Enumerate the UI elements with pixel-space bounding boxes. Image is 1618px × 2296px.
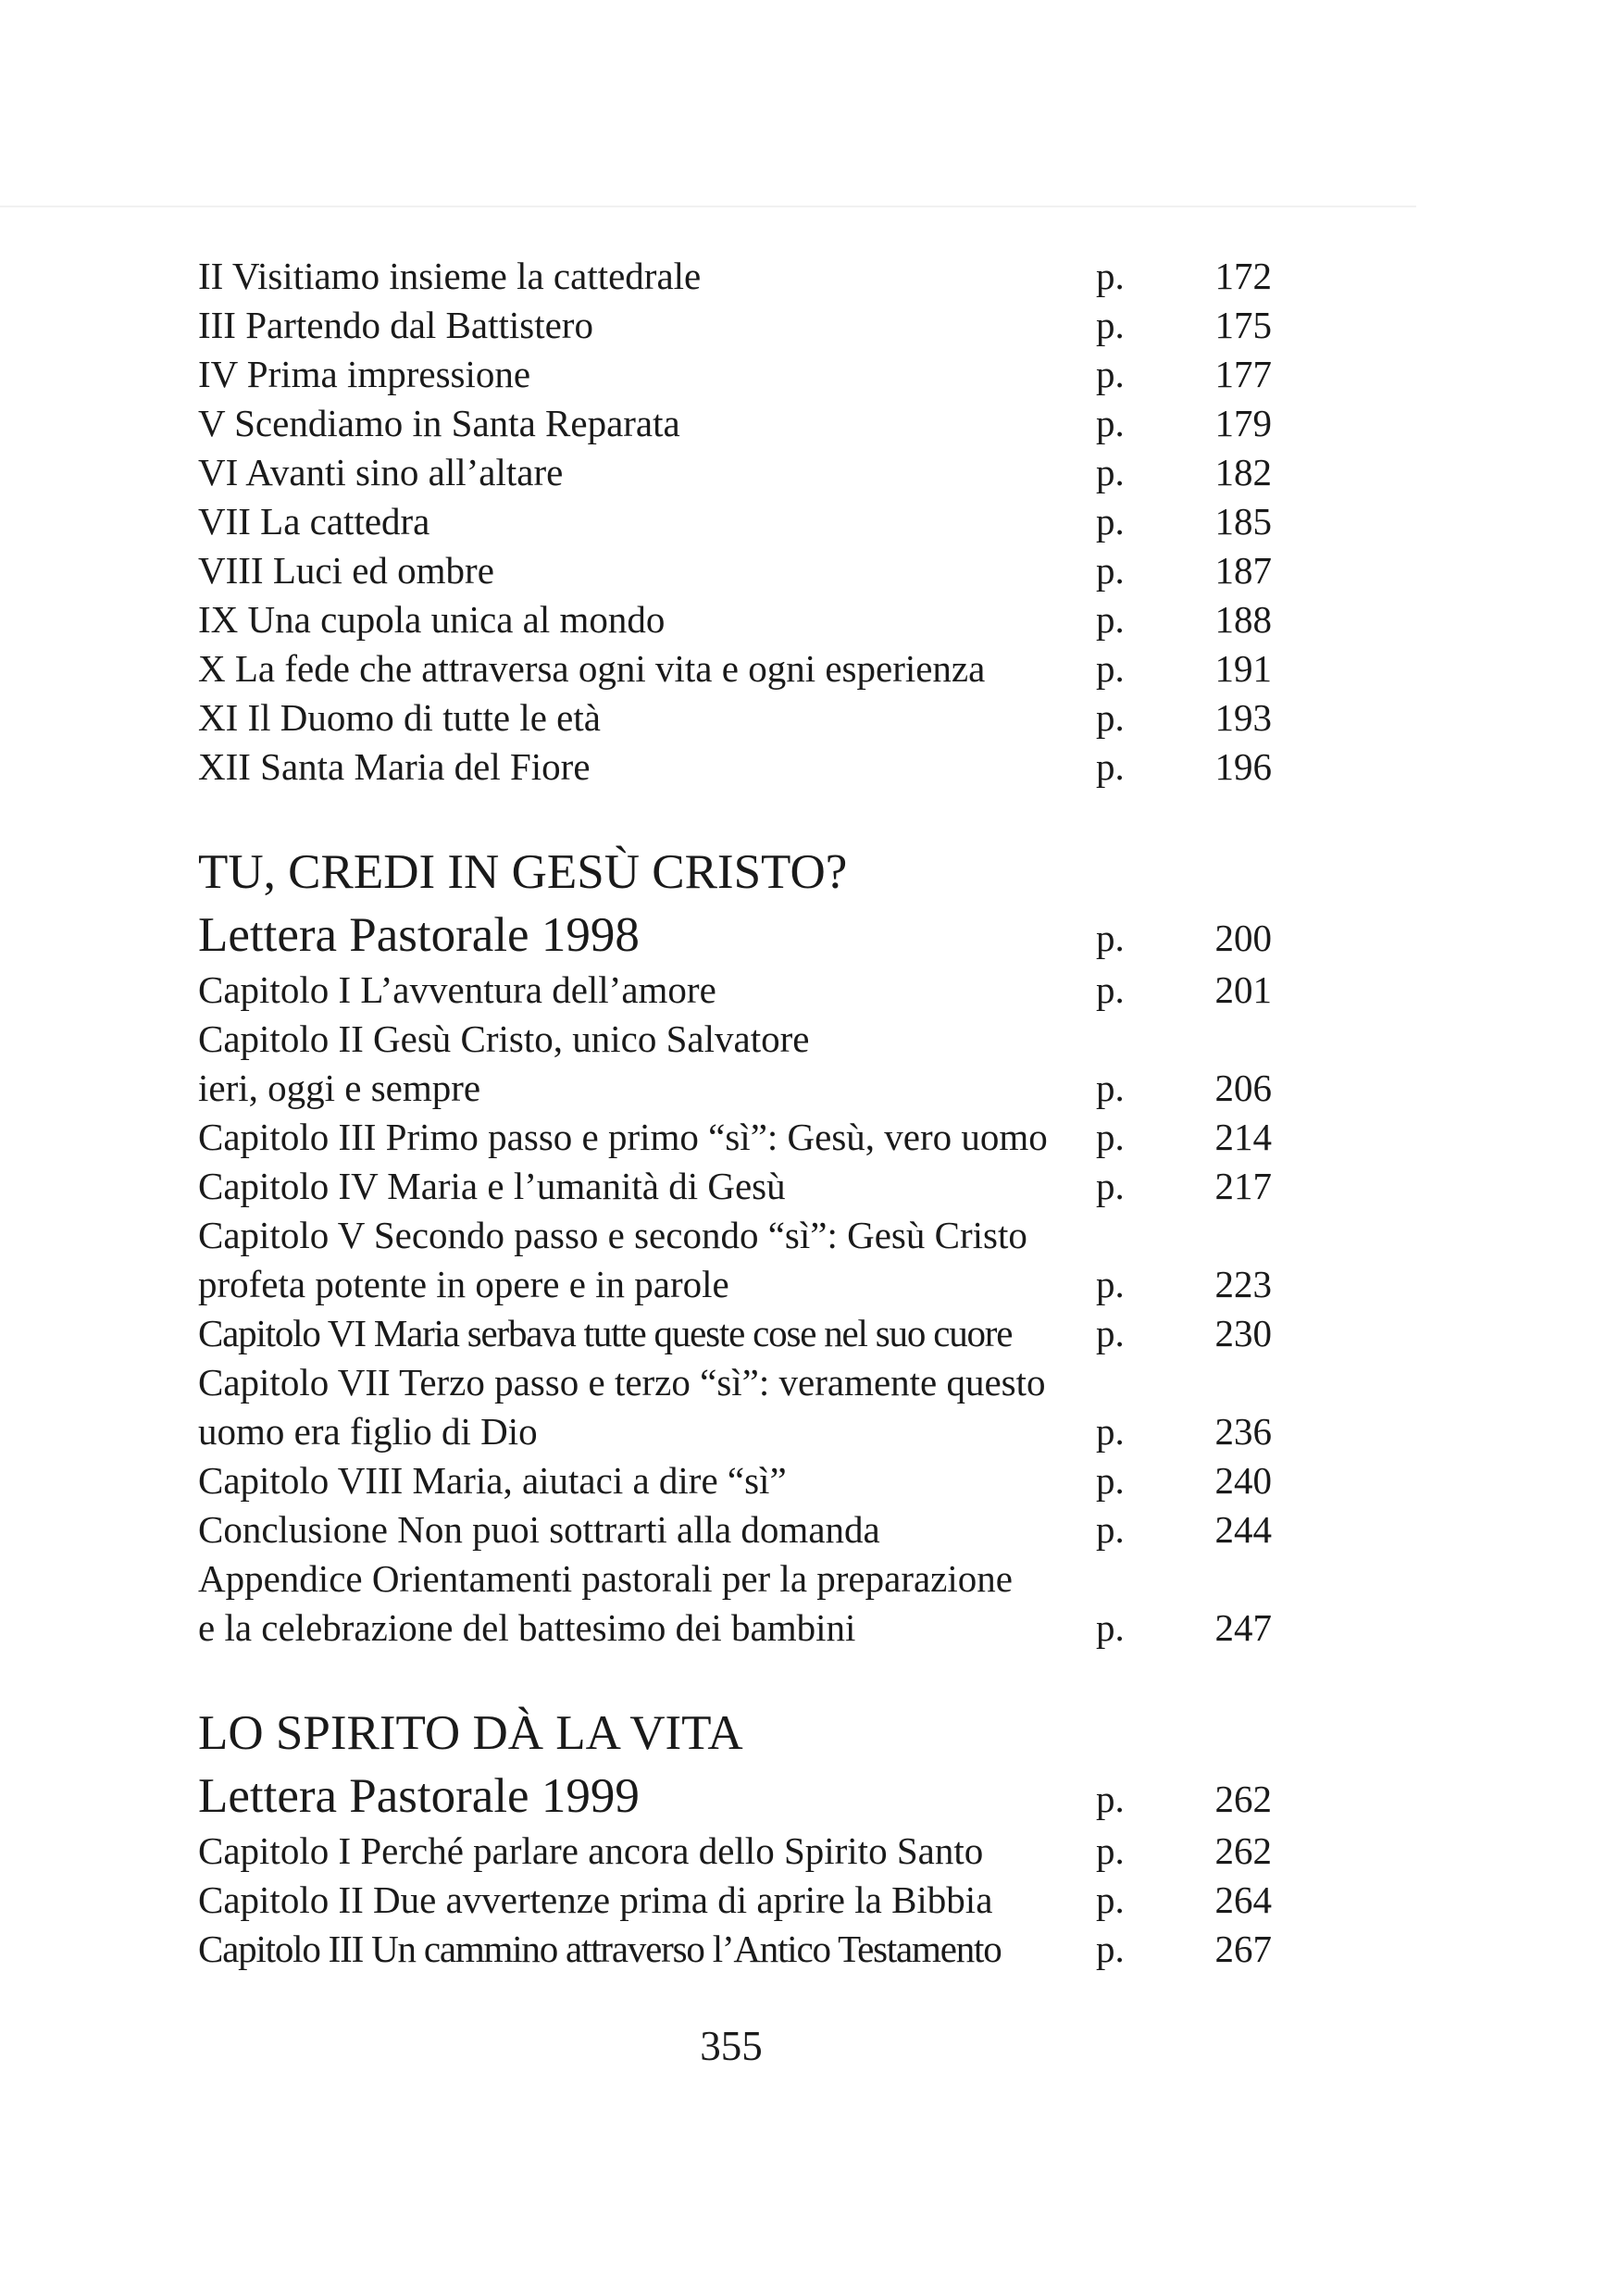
page-abbrev: p.	[1096, 745, 1125, 788]
entry-title: V Scendiamo in Santa Reparata	[198, 402, 680, 444]
toc-entry	[198, 301, 1272, 350]
section-spacer	[198, 792, 1272, 840]
page-abbrev: p.	[1096, 1410, 1125, 1453]
toc-entry	[198, 1162, 1272, 1211]
toc-entry	[198, 546, 1272, 595]
entry-title: profeta potente in opere e in parole	[198, 1263, 729, 1305]
entry-title: Capitolo III Un cammino attraverso l’Antico Testamento	[198, 1928, 1002, 1970]
page-abbrev: p.	[1096, 1263, 1125, 1305]
entry-title: e la celebrazione del battesimo dei bambini	[198, 1606, 856, 1649]
toc-entry	[198, 742, 1272, 792]
entry-title: Appendice Orientamenti pastorali per la preparazione	[198, 1557, 1013, 1600]
toc-entry	[198, 1827, 1272, 1876]
toc-entry-line	[198, 1015, 1272, 1064]
page-ref: 182	[1214, 451, 1272, 493]
page-abbrev: p.	[1096, 304, 1125, 346]
page-abbrev: p.	[1096, 696, 1125, 739]
entry-title: Capitolo VIII Maria, aiutaci a dire “sì”	[198, 1459, 787, 1502]
entry-title: X La fede che attraversa ogni vita e ogni esperienza	[198, 647, 986, 690]
toc-entry	[198, 1407, 1272, 1456]
page-ref: 262	[1214, 1778, 1272, 1820]
entry-title: uomo era figlio di Dio	[198, 1410, 538, 1453]
section-heading: TU, CREDI IN GESÙ CRISTO?	[198, 845, 848, 899]
page-abbrev: p.	[1096, 451, 1125, 493]
page-ref: 206	[1214, 1067, 1272, 1109]
page-ref: 188	[1214, 598, 1272, 641]
page-abbrev: p.	[1096, 500, 1125, 543]
table-of-contents	[198, 252, 1272, 1974]
page-abbrev: p.	[1096, 1829, 1125, 1872]
toc-entry	[198, 1260, 1272, 1309]
entry-title: Capitolo II Gesù Cristo, unico Salvatore	[198, 1017, 810, 1060]
page-ref: 244	[1214, 1508, 1272, 1551]
toc-entry	[198, 1925, 1272, 1974]
page-ref: 191	[1214, 647, 1272, 690]
toc-block-cathedral	[198, 252, 1272, 792]
section-spacer	[198, 1653, 1272, 1701]
entry-title: VII La cattedra	[198, 500, 430, 543]
page-ref: 200	[1214, 917, 1272, 959]
page-abbrev: p.	[1096, 1606, 1125, 1649]
page-abbrev: p.	[1096, 1928, 1125, 1970]
page-ref: 236	[1214, 1410, 1272, 1453]
toc-entry	[198, 497, 1272, 546]
page-ref: 172	[1214, 255, 1272, 297]
page-ref: 247	[1214, 1606, 1272, 1649]
page-ref: 201	[1214, 968, 1272, 1011]
toc-entry-line	[198, 1554, 1272, 1603]
page-ref: 187	[1214, 549, 1272, 592]
entry-title: Capitolo V Secondo passo e secondo “sì”: Gesù Cristo	[198, 1214, 1027, 1256]
entry-title: XII Santa Maria del Fiore	[198, 745, 591, 788]
entry-title: Conclusione Non puoi sottrarti alla domanda	[198, 1508, 880, 1551]
toc-section-1999	[198, 1701, 1272, 1974]
entry-title: XI Il Duomo di tutte le età	[198, 696, 601, 739]
entry-title: Capitolo VI Maria serbava tutte queste cose nel suo cuore	[198, 1312, 1013, 1354]
page-ref: 230	[1214, 1312, 1272, 1354]
toc-section-1998	[198, 840, 1272, 1653]
page-ref: 267	[1214, 1928, 1272, 1970]
entry-title: VI Avanti sino all’altare	[198, 451, 564, 493]
toc-entry	[198, 644, 1272, 693]
page-number: 355	[700, 2023, 763, 2069]
scan-top-rule	[0, 206, 1416, 207]
entry-title: III Partendo dal Battistero	[198, 304, 593, 346]
section-subheading	[198, 905, 1272, 966]
page-abbrev: p.	[1096, 598, 1125, 641]
page-abbrev: p.	[1096, 917, 1125, 959]
section-heading: LO SPIRITO DÀ LA VITA	[198, 1706, 743, 1760]
toc-entry	[198, 350, 1272, 399]
page-ref: 262	[1214, 1829, 1272, 1872]
page-ref: 223	[1214, 1263, 1272, 1305]
page-abbrev: p.	[1096, 1459, 1125, 1502]
entry-title: IV Prima impressione	[198, 353, 531, 395]
entry-title: Capitolo II Due avvertenze prima di aprire la Bibbia	[198, 1878, 993, 1921]
entry-title: II Visitiamo insieme la cattedrale	[198, 255, 702, 297]
toc-entry	[198, 1113, 1272, 1162]
page-ref: 240	[1214, 1459, 1272, 1502]
page-abbrev: p.	[1096, 968, 1125, 1011]
page-ref: 175	[1214, 304, 1272, 346]
toc-entry	[198, 448, 1272, 497]
toc-entry-line	[198, 1211, 1272, 1260]
toc-entry	[198, 1505, 1272, 1554]
toc-entry	[198, 966, 1272, 1015]
subheading-title: Lettera Pastorale 1998	[198, 908, 640, 962]
entry-title: Capitolo IV Maria e l’umanità di Gesù	[198, 1165, 786, 1207]
section-subheading	[198, 1766, 1272, 1827]
page-ref: 217	[1214, 1165, 1272, 1207]
entry-title: Capitolo VII Terzo passo e terzo “sì”: veramente questo	[198, 1361, 1046, 1404]
entry-title: Capitolo I L’avventura dell’amore	[198, 968, 716, 1011]
page-ref: 185	[1214, 500, 1272, 543]
page-abbrev: p.	[1096, 1067, 1125, 1109]
toc-entry	[198, 1064, 1272, 1113]
subheading-title: Lettera Pastorale 1999	[198, 1769, 640, 1823]
page-ref: 264	[1214, 1878, 1272, 1921]
toc-entry	[198, 1876, 1272, 1925]
entry-title: Capitolo III Primo passo e primo “sì”: Gesù, vero uomo	[198, 1116, 1048, 1158]
page-abbrev: p.	[1096, 647, 1125, 690]
toc-entry	[198, 595, 1272, 644]
page-abbrev: p.	[1096, 1878, 1125, 1921]
page-ref: 177	[1214, 353, 1272, 395]
toc-entry	[198, 693, 1272, 742]
page-abbrev: p.	[1096, 1116, 1125, 1158]
toc-entry	[198, 1309, 1272, 1358]
entry-title: IX Una cupola unica al mondo	[198, 598, 666, 641]
page-abbrev: p.	[1096, 255, 1125, 297]
toc-entry	[198, 252, 1272, 301]
page-abbrev: p.	[1096, 402, 1125, 444]
toc-entry	[198, 1456, 1272, 1505]
entry-title: VIII Luci ed ombre	[198, 549, 494, 592]
page-ref: 193	[1214, 696, 1272, 739]
page-ref: 214	[1214, 1116, 1272, 1158]
toc-entry	[198, 1603, 1272, 1653]
entry-title: Capitolo I Perché parlare ancora dello Spirito Santo	[198, 1829, 984, 1872]
page-abbrev: p.	[1096, 1165, 1125, 1207]
page-abbrev: p.	[1096, 549, 1125, 592]
entry-title: ieri, oggi e sempre	[198, 1067, 481, 1109]
page-ref: 179	[1214, 402, 1272, 444]
page-ref: 196	[1214, 745, 1272, 788]
page-abbrev: p.	[1096, 1312, 1125, 1354]
toc-entry	[198, 399, 1272, 448]
page-abbrev: p.	[1096, 353, 1125, 395]
page-abbrev: p.	[1096, 1508, 1125, 1551]
page-abbrev: p.	[1096, 1778, 1125, 1820]
toc-entry-line	[198, 1358, 1272, 1407]
